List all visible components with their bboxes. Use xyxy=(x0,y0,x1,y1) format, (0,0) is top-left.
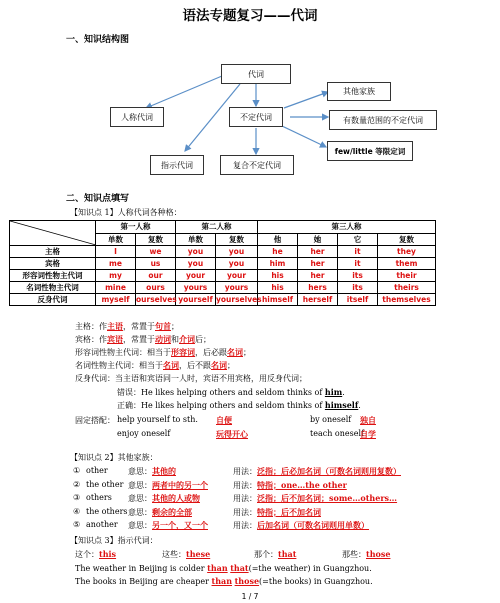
table-subhead: 她 xyxy=(298,233,338,246)
table-row xyxy=(10,258,436,270)
table-corner xyxy=(10,221,96,246)
sentence-those: The books in Beijing are cheaper than those(=the books) in Guangzhou. xyxy=(75,576,373,586)
other-family-word: the other xyxy=(86,479,124,489)
table-cell: its xyxy=(338,270,378,282)
table-subhead: 复数 xyxy=(378,233,436,246)
other-family-num: ④ xyxy=(73,506,81,516)
table-cell: they xyxy=(378,246,436,258)
table-cell: yours xyxy=(176,282,216,294)
fixed-zh: 玩得开心 xyxy=(216,429,248,439)
diagram-node-other-family: 其他家族 xyxy=(327,82,391,101)
table-row-label: 宾格 xyxy=(10,258,96,270)
table-cell: yourselves xyxy=(216,295,262,304)
note-reflexive: 反身代词：当主语和宾语同一人时，宾语不用宾格，用反身代词； xyxy=(75,374,307,383)
example-wrong: 错误：He likes helping others and seldom thinks of him. xyxy=(117,387,345,397)
table-subhead: 单数 xyxy=(96,233,136,246)
table-row xyxy=(10,270,436,282)
fixed-en: enjoy oneself xyxy=(117,429,171,438)
table-cell: it xyxy=(338,258,378,270)
table-diagonal xyxy=(10,221,96,245)
demo-this: 这个：this xyxy=(75,549,117,559)
kp2-label: 【知识点 2】其他家族： xyxy=(70,453,158,462)
page-number: 1 / 7 xyxy=(241,592,259,601)
other-family-meaning: 意思：另一个，又一个 xyxy=(128,520,208,530)
fixed-zh: 自便 xyxy=(216,415,232,425)
table-cell: them xyxy=(378,258,436,270)
table-cell: you xyxy=(176,246,216,258)
other-family-word: the others xyxy=(86,506,128,516)
table-cell: we xyxy=(136,246,176,258)
page-title: 语法专题复习——代词 xyxy=(182,8,318,24)
table-cell: me xyxy=(96,258,136,270)
table-cell: her xyxy=(298,246,338,258)
table-cell: I xyxy=(96,246,136,258)
table-cell: its xyxy=(338,282,378,294)
table-cell: his xyxy=(258,270,298,282)
table-subhead: 单数 xyxy=(176,233,216,246)
diagram-node-few-little: few/little 等限定词 xyxy=(327,141,413,161)
personal-pronoun-table xyxy=(9,220,436,306)
table-cell: her xyxy=(298,270,338,282)
note-adj-possessive: 形容词性物主代词：相当于形容词，后必跟名词； xyxy=(75,347,251,357)
table-subhead: 复数 xyxy=(216,233,258,246)
table-cell: theirs xyxy=(378,282,436,294)
arrow-indef-to-fewlittle xyxy=(282,126,326,147)
table-row xyxy=(10,294,436,306)
table-cell: yourself xyxy=(176,294,216,306)
demo-that: 那个：that xyxy=(254,549,297,559)
fixed-en: by oneself xyxy=(310,415,352,424)
demo-these: 这些：these xyxy=(162,549,211,559)
table-subhead: 他 xyxy=(258,233,298,246)
other-family-word: another xyxy=(86,520,118,529)
table-head-first-person: 第一人称 xyxy=(96,221,176,234)
table-subhead: 复数 xyxy=(136,233,176,246)
other-family-meaning: 意思：其他的 xyxy=(128,466,176,476)
table-subhead: 它 xyxy=(338,233,378,246)
diagram-node-pronoun: 代词 xyxy=(221,64,291,84)
diagram-node-compound: 复合不定代词 xyxy=(220,155,294,175)
note-subjective: 主格：作主语，常置于句首； xyxy=(75,321,179,331)
table-cell: him xyxy=(258,258,298,270)
table-cell: hers xyxy=(298,282,338,294)
table-cell: himself xyxy=(258,294,298,306)
table-cell: their xyxy=(378,270,436,282)
table-cell: you xyxy=(216,258,258,270)
table-cell: ourselves xyxy=(136,295,177,304)
table-row xyxy=(10,246,436,258)
table-cell: my xyxy=(96,270,136,282)
fixed-zh: 独自 xyxy=(360,415,376,425)
table-row-label: 名词性物主代词 xyxy=(10,282,96,294)
other-family-meaning: 意思：剩余的全部 xyxy=(128,506,192,517)
table-cell: our xyxy=(136,270,176,282)
section-heading-structure: 一、知识结构图 xyxy=(66,35,130,45)
table-cell: he xyxy=(258,246,298,258)
example-right: 正确：He likes helping others and seldom thinks of himself. xyxy=(117,400,361,410)
other-family-meaning: 意思：两者中的另一个 xyxy=(128,479,208,490)
other-family-word: other xyxy=(86,466,108,475)
other-family-meaning: 意思：其他的人或物 xyxy=(128,493,200,503)
table-row-label: 反身代词 xyxy=(10,294,96,306)
table-cell: themselves xyxy=(378,294,436,306)
table-row-label: 形容词性物主代词 xyxy=(10,270,96,282)
diagram-node-indefinite: 不定代词 xyxy=(229,107,283,127)
table-head-third-person: 第三人称 xyxy=(258,221,436,234)
diagram-node-personal: 人称代词 xyxy=(110,107,164,127)
fixed-zh: 自学 xyxy=(360,429,376,439)
sentence-that: The weather in Beijing is colder than that(=the weather) in Guangzhou. xyxy=(75,563,372,573)
table-cell: it xyxy=(338,246,378,258)
arrow-root-to-personal xyxy=(146,76,222,108)
fixed-en: help yourself to sth. xyxy=(117,415,198,424)
table-cell: you xyxy=(176,258,216,270)
other-family-usage: 用法：特指；后不加名词 xyxy=(233,506,321,517)
other-family-num: ③ xyxy=(73,493,81,502)
kp3-label: 【知识点 3】指示代词： xyxy=(70,536,158,545)
arrow-indef-to-other xyxy=(284,92,328,108)
note-objective: 宾格：作宾语，常置于动词和介词后； xyxy=(75,334,211,344)
table-cell: mine xyxy=(96,282,136,294)
kp1-label: 【知识点 1】人称代词各种格： xyxy=(70,208,182,217)
other-family-num: ② xyxy=(73,479,81,489)
table-cell: her xyxy=(298,258,338,270)
table-cell: your xyxy=(216,270,258,282)
diagram-node-quantity: 有数量范围的不定代词 xyxy=(329,110,437,130)
other-family-num: ① xyxy=(73,466,81,475)
diagram-node-demonstrative: 指示代词 xyxy=(150,155,204,175)
table-cell: yours xyxy=(216,282,258,294)
note-noun-possessive: 名词性物主代词：相当于名词，后不跟名词； xyxy=(75,360,235,370)
fixed-label: 固定搭配： xyxy=(75,416,115,425)
table-head-second-person: 第二人称 xyxy=(176,221,258,234)
table-cell: itself xyxy=(338,294,378,306)
fixed-en: teach oneself xyxy=(310,429,364,438)
table-cell: herself xyxy=(298,294,338,306)
table-cell: us xyxy=(136,258,176,270)
table-row xyxy=(10,282,436,294)
demo-those: 那些：those xyxy=(342,549,391,559)
table-cell: ours xyxy=(136,282,176,294)
table-cell: your xyxy=(176,270,216,282)
other-family-usage: 用法：泛指；后不加名词；some…others… xyxy=(233,493,398,503)
table-cell: you xyxy=(216,246,258,258)
table-row-label: 主格 xyxy=(10,246,96,258)
other-family-usage: 用法：泛指；后必加名词（可数名词则用复数） xyxy=(233,466,401,476)
table-cell: myself xyxy=(96,294,136,306)
section-heading-points: 二、知识点填写 xyxy=(66,194,130,204)
table-cell: his xyxy=(258,282,298,294)
other-family-usage: 用法：后加名词（可数名词则用单数） xyxy=(233,520,369,530)
other-family-usage: 用法：特指；one…the other xyxy=(233,479,347,490)
other-family-word: others xyxy=(86,493,112,502)
other-family-num: ⑤ xyxy=(73,520,81,529)
